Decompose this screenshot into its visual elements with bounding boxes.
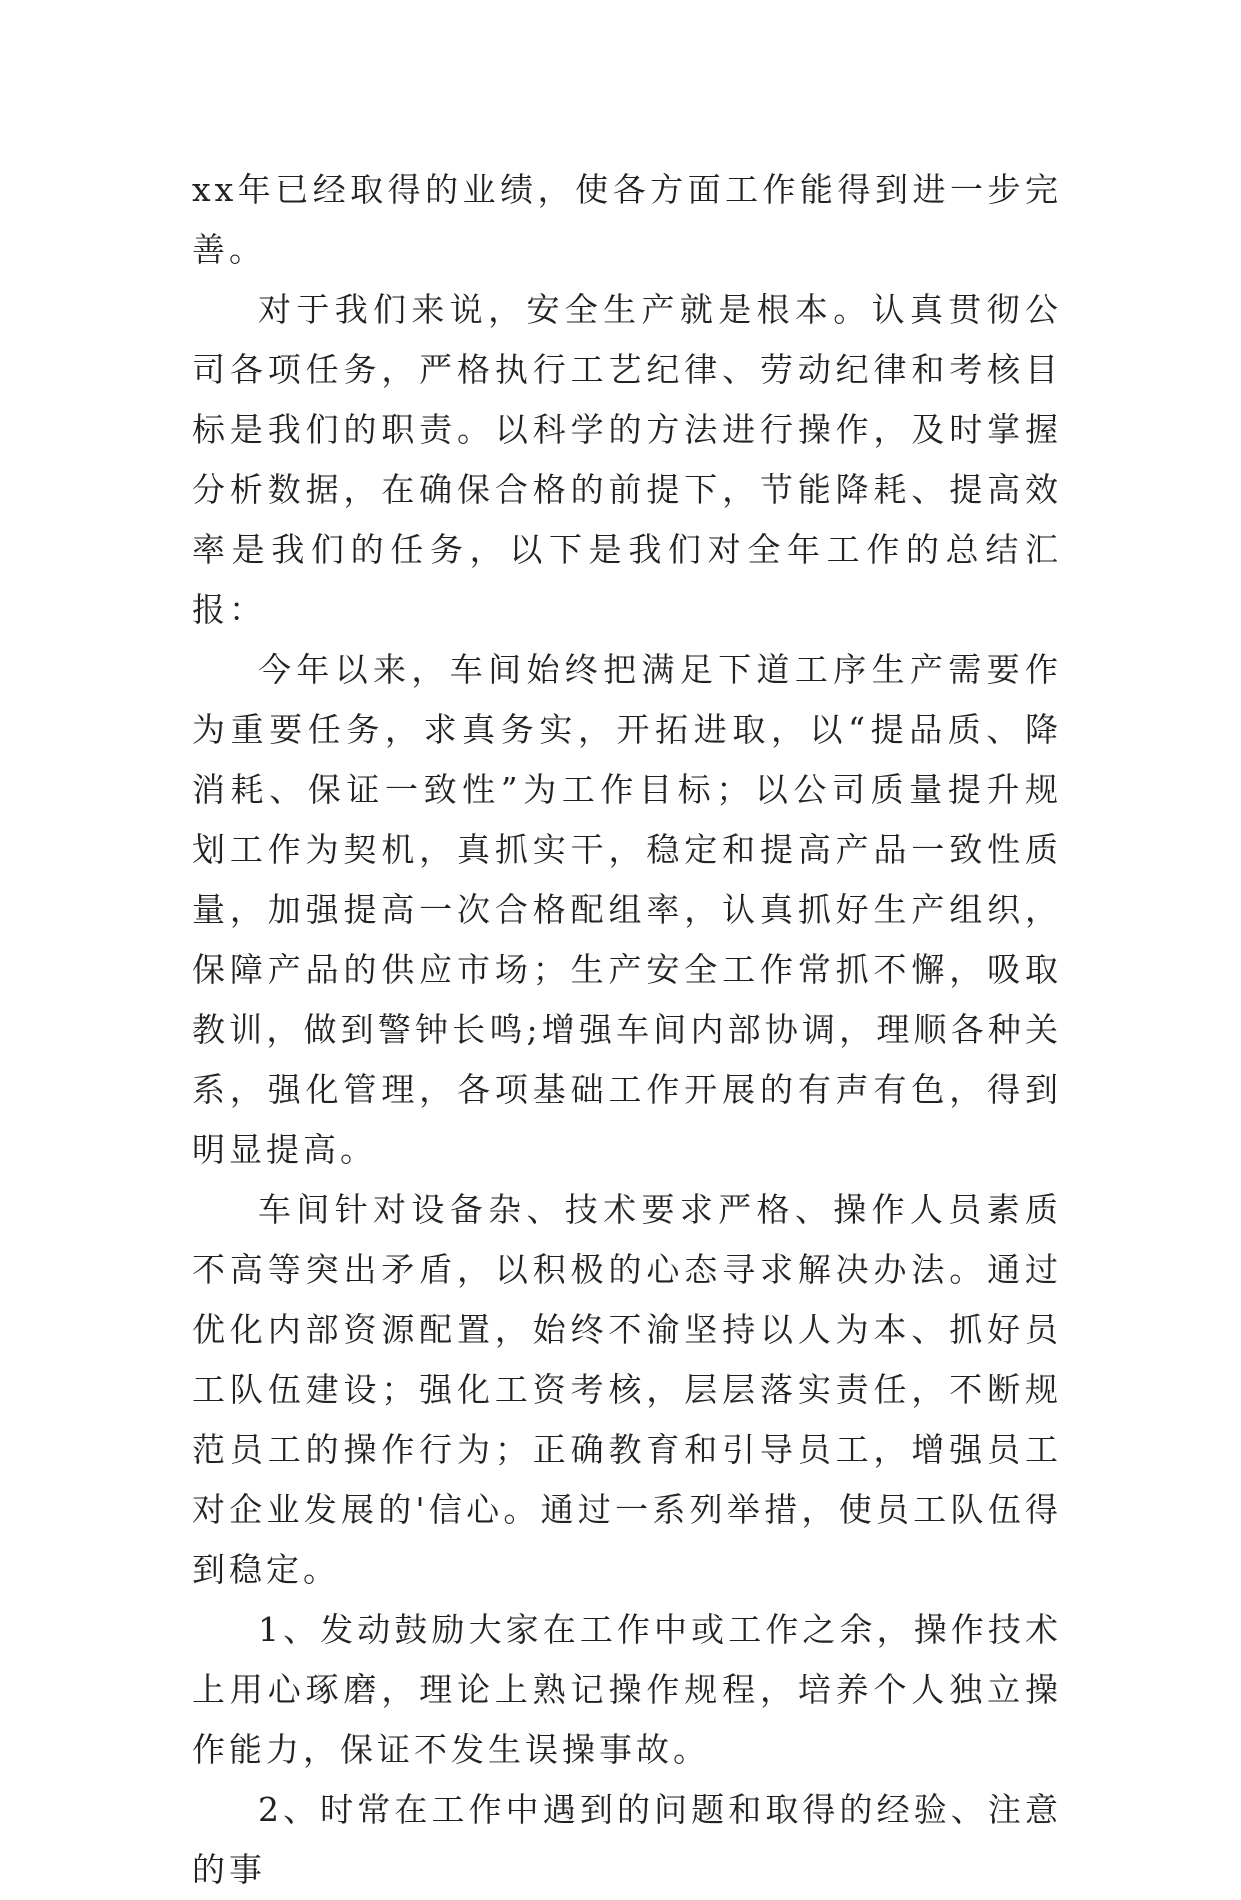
paragraph-safety-production: 对于我们来说，安全生产就是根本。认真贯彻公司各项任务，严格执行工艺纪律、劳动纪律和考核目标是我们的职责。以科学的方法进行操作，及时掌握分析数据，在确保合格的前提下，节能降耗、提高效率是我们的任务，以下是我们对全年工作的总结汇报：: [192, 290, 1062, 629]
paragraph-continuation: xx年已经取得的业绩，使各方面工作能得到进一步完善。: [192, 170, 1062, 269]
paragraph-workshop-goals: 今年以来，车间始终把满足下道工序生产需要作为重要任务，求真务实，开拓进取，以“提品质、降消耗、保证一致性”为工作目标；以公司质量提升规划工作为契机，真抓实干，稳定和提高产品一致性质量，加强提高一次合格配组率，认真抓好生产组织，保障产品的供应市场；生产安全工作常抓不懈，吸取教训，做到警钟长鸣;增强车间内部协调，理顺各种关系，强化管理，各项基础工作开展的有声有色，得到明显提高。: [192, 650, 1062, 1169]
paragraph-staff-building: 车间针对设备杂、技术要求严格、操作人员素质不高等突出矛盾，以积极的心态寻求解决办法。通过优化内部资源配置，始终不渝坚持以人为本、抓好员工队伍建设；强化工资考核，层层落实责任，不断规范员工的操作行为；正确教育和引导员工，增强员工对企业发展的'信心。通过一系列举措，使员工队伍得到稳定。: [192, 1190, 1062, 1589]
document-body: [192, 160, 1062, 1900]
list-item-2: 2、时常在工作中遇到的问题和取得的经验、注意的事: [192, 1790, 1062, 1889]
list-item-1: 1、发动鼓励大家在工作中或工作之余，操作技术上用心琢磨，理论上熟记操作规程，培养个人独立操作能力，保证不发生误操事故。: [192, 1610, 1062, 1769]
